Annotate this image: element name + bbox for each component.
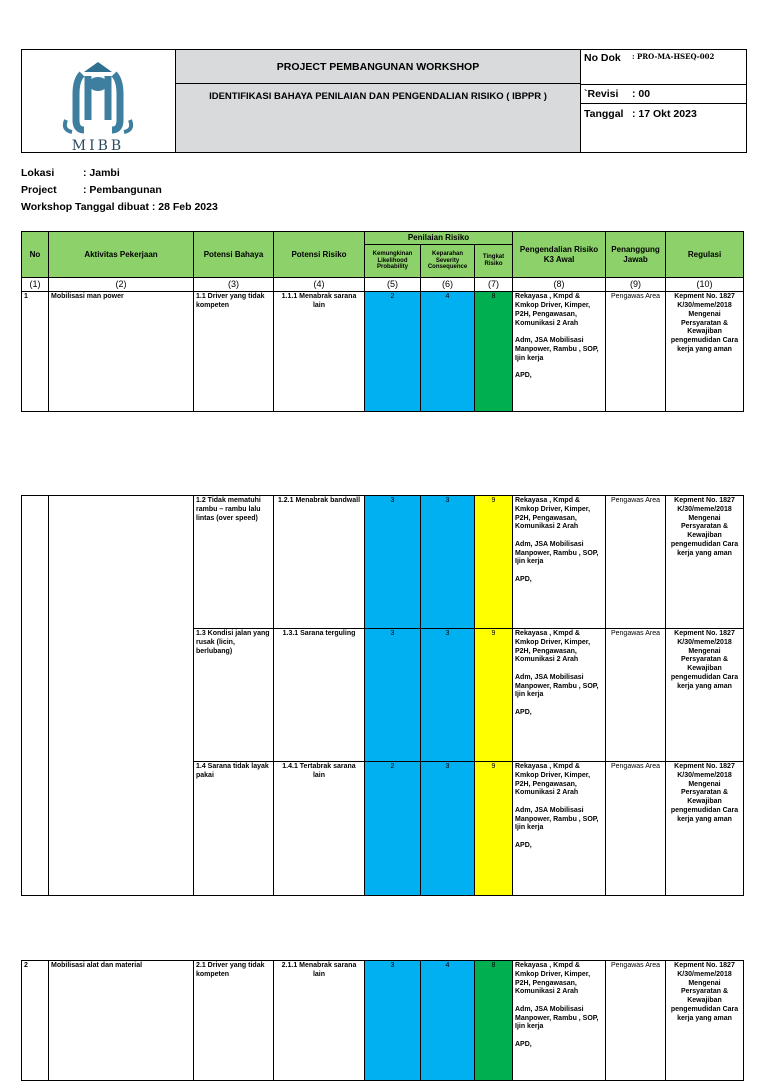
row-bahaya: 2.1 Driver yang tidak kompeten [194,961,274,1081]
document-title: IDENTIFIKASI BAHAYA PENILAIAN DAN PENGENDALIAN RISIKO ( IBPPR ) [209,90,547,102]
colnum: (7) [475,278,513,292]
colnum: (1) [22,278,49,292]
row-tingkat: 8 [475,961,513,1081]
row-kemungkinan: 3 [365,629,421,762]
lokasi-value: : Jambi [83,167,120,179]
row-bahaya: 1.4 Sarana tidak layak pakai [194,762,274,896]
row-pj: Pengawas Area [606,762,666,896]
lokasi-label: Lokasi [21,167,55,179]
row-pengendalian: Rekayasa , Kmpd & Kmkop Driver, Kimper, P2H, Pengawasan, Komunikasi 2 Arah Adm, JSA Mobilisasi Manpower, Rambu , SOP, Ijin kerja APD, [513,762,606,896]
logo-text: MIBB [71,138,125,154]
tanggal-value: : 17 Okt 2023 [632,108,697,120]
col-header-penilaian: Penilaian Risiko [365,232,513,245]
col-header-keparahan: Keparahan Severity Consequence [421,245,475,278]
col-header-pengendalian: Pengendalian Risiko K3 Awal [513,232,606,278]
row-pj: Pengawas Area [606,496,666,629]
row-regulasi: Kepment No. 1827 K/30/meme/2018 Mengenai Persyaratan & Kewajiban pengemudidan Cara kerja yang aman [666,629,744,762]
no-dok-value: : PRO-MA-HSEQ-002 [632,52,715,61]
project-value: : Pembangunan [83,184,162,196]
row-tingkat: 9 [475,762,513,896]
risk-table-3 [21,960,744,1081]
col-header-regulasi: Regulasi [666,232,744,278]
colnum: (5) [365,278,421,292]
row-bahaya: 1.3 Kondisi jalan yang rusak (licin, berlubang) [194,629,274,762]
colnum: (9) [606,278,666,292]
col-header-no: No [22,232,49,278]
tanggal-row [581,104,747,152]
row-pengendalian: Rekayasa , Kmpd & Kmkop Driver, Kimper, P2H, Pengawasan, Komunikasi 2 Arah Adm, JSA Mobilisasi Manpower, Rambu , SOP, Ijin kerja APD, [513,629,606,762]
col-header-pj: Penanggung Jawab [606,232,666,278]
row-no: 1 [22,292,49,412]
revisi-row [581,85,747,104]
row-pengendalian: Rekayasa , Kmpd & Kmkop Driver, Kimper, P2H, Pengawasan, Komunikasi 2 Arah Adm, JSA Mobilisasi Manpower, Rambu , SOP, Ijin kerja APD, [513,292,606,412]
row-no: 2 [22,961,49,1081]
workshop-line: Workshop Tanggal dibuat : 28 Feb 2023 [21,201,218,213]
row-keparahan: 4 [421,292,475,412]
row-kemungkinan: 3 [365,961,421,1081]
row-no [22,496,49,896]
colnum: (10) [666,278,744,292]
row-tingkat: 8 [475,292,513,412]
tanggal-label: Tanggal [584,108,624,120]
colnum: (6) [421,278,475,292]
title-block [176,50,581,152]
row-kemungkinan: 2 [365,292,421,412]
row-keparahan: 3 [421,762,475,896]
row-bahaya: 1.2 Tidak mematuhi rambu – rambu lalu lintas (over speed) [194,496,274,629]
doc-meta [581,50,747,152]
no-dok-row [581,50,747,85]
lokasi-line [21,167,120,179]
table-row [22,961,744,1081]
col-header-aktivitas: Aktivitas Pekerjaan [49,232,194,278]
col-header-tingkat: Tingkat Risiko [475,245,513,278]
row-pengendalian: Rekayasa , Kmpd & Kmkop Driver, Kimper, P2H, Pengawasan, Komunikasi 2 Arah Adm, JSA Mobilisasi Manpower, Rambu , SOP, Ijin kerja APD, [513,496,606,629]
col-header-risiko: Potensi Risiko [274,232,365,278]
revisi-value: : 00 [632,88,651,100]
row-pj: Pengawas Area [606,292,666,412]
risk-table-2 [21,495,744,896]
row-regulasi: Kepment No. 1827 K/30/meme/2018 Mengenai Persyaratan & Kewajiban pengemudidan Cara kerja yang aman [666,496,744,629]
project-label: Project [21,184,57,196]
row-risiko: 1.1.1 Menabrak sarana lain [274,292,365,412]
row-kemungkinan: 2 [365,762,421,896]
row-risiko: 1.4.1 Tertabrak sarana lain [274,762,365,896]
table-row [22,292,744,412]
row-regulasi: Kepment No. 1827 K/30/meme/2018 Mengenai Persyaratan & Kewajiban pengemudidan Cara kerja yang aman [666,292,744,412]
row-pj: Pengawas Area [606,629,666,762]
row-bahaya: 1.1 Driver yang tidak kompeten [194,292,274,412]
risk-table-1 [21,231,744,412]
row-risiko: 2.1.1 Menabrak sarana lain [274,961,365,1081]
colnum: (2) [49,278,194,292]
colnum: (8) [513,278,606,292]
no-dok-label: No Dok [584,52,621,64]
company-logo [22,50,176,152]
row-keparahan: 3 [421,629,475,762]
col-header-kemungkinan: Kemungkinan Likelihood Probability [365,245,421,278]
row-keparahan: 3 [421,496,475,629]
row-pj: Pengawas Area [606,961,666,1081]
project-title: PROJECT PEMBANGUNAN WORKSHOP [176,50,580,84]
row-kemungkinan: 3 [365,496,421,629]
row-aktivitas: Mobilisasi alat dan material [49,961,194,1081]
row-regulasi: Kepment No. 1827 K/30/meme/2018 Mengenai Persyaratan & Kewajiban pengemudidan Cara kerja yang aman [666,762,744,896]
revisi-label: `Revisi [584,88,619,100]
row-tingkat: 9 [475,496,513,629]
project-line [21,184,162,196]
row-risiko: 1.3.1 Sarana terguling [274,629,365,762]
colnum: (3) [194,278,274,292]
row-keparahan: 4 [421,961,475,1081]
col-header-bahaya: Potensi Bahaya [194,232,274,278]
table-row [22,496,744,629]
row-pengendalian: Rekayasa , Kmpd & Kmkop Driver, Kimper, P2H, Pengawasan, Komunikasi 2 Arah Adm, JSA Mobilisasi Manpower, Rambu , SOP, Ijin kerja APD, [513,961,606,1081]
row-aktivitas: Mobilisasi man power [49,292,194,412]
row-tingkat: 9 [475,629,513,762]
colnum: (4) [274,278,365,292]
document-header [21,49,747,153]
column-number-row [22,278,744,292]
row-aktivitas [49,496,194,896]
row-risiko: 1.2.1 Menabrak bandwall [274,496,365,629]
logo-icon [22,50,176,152]
row-regulasi: Kepment No. 1827 K/30/meme/2018 Mengenai Persyaratan & Kewajiban pengemudidan Cara kerja yang aman [666,961,744,1081]
